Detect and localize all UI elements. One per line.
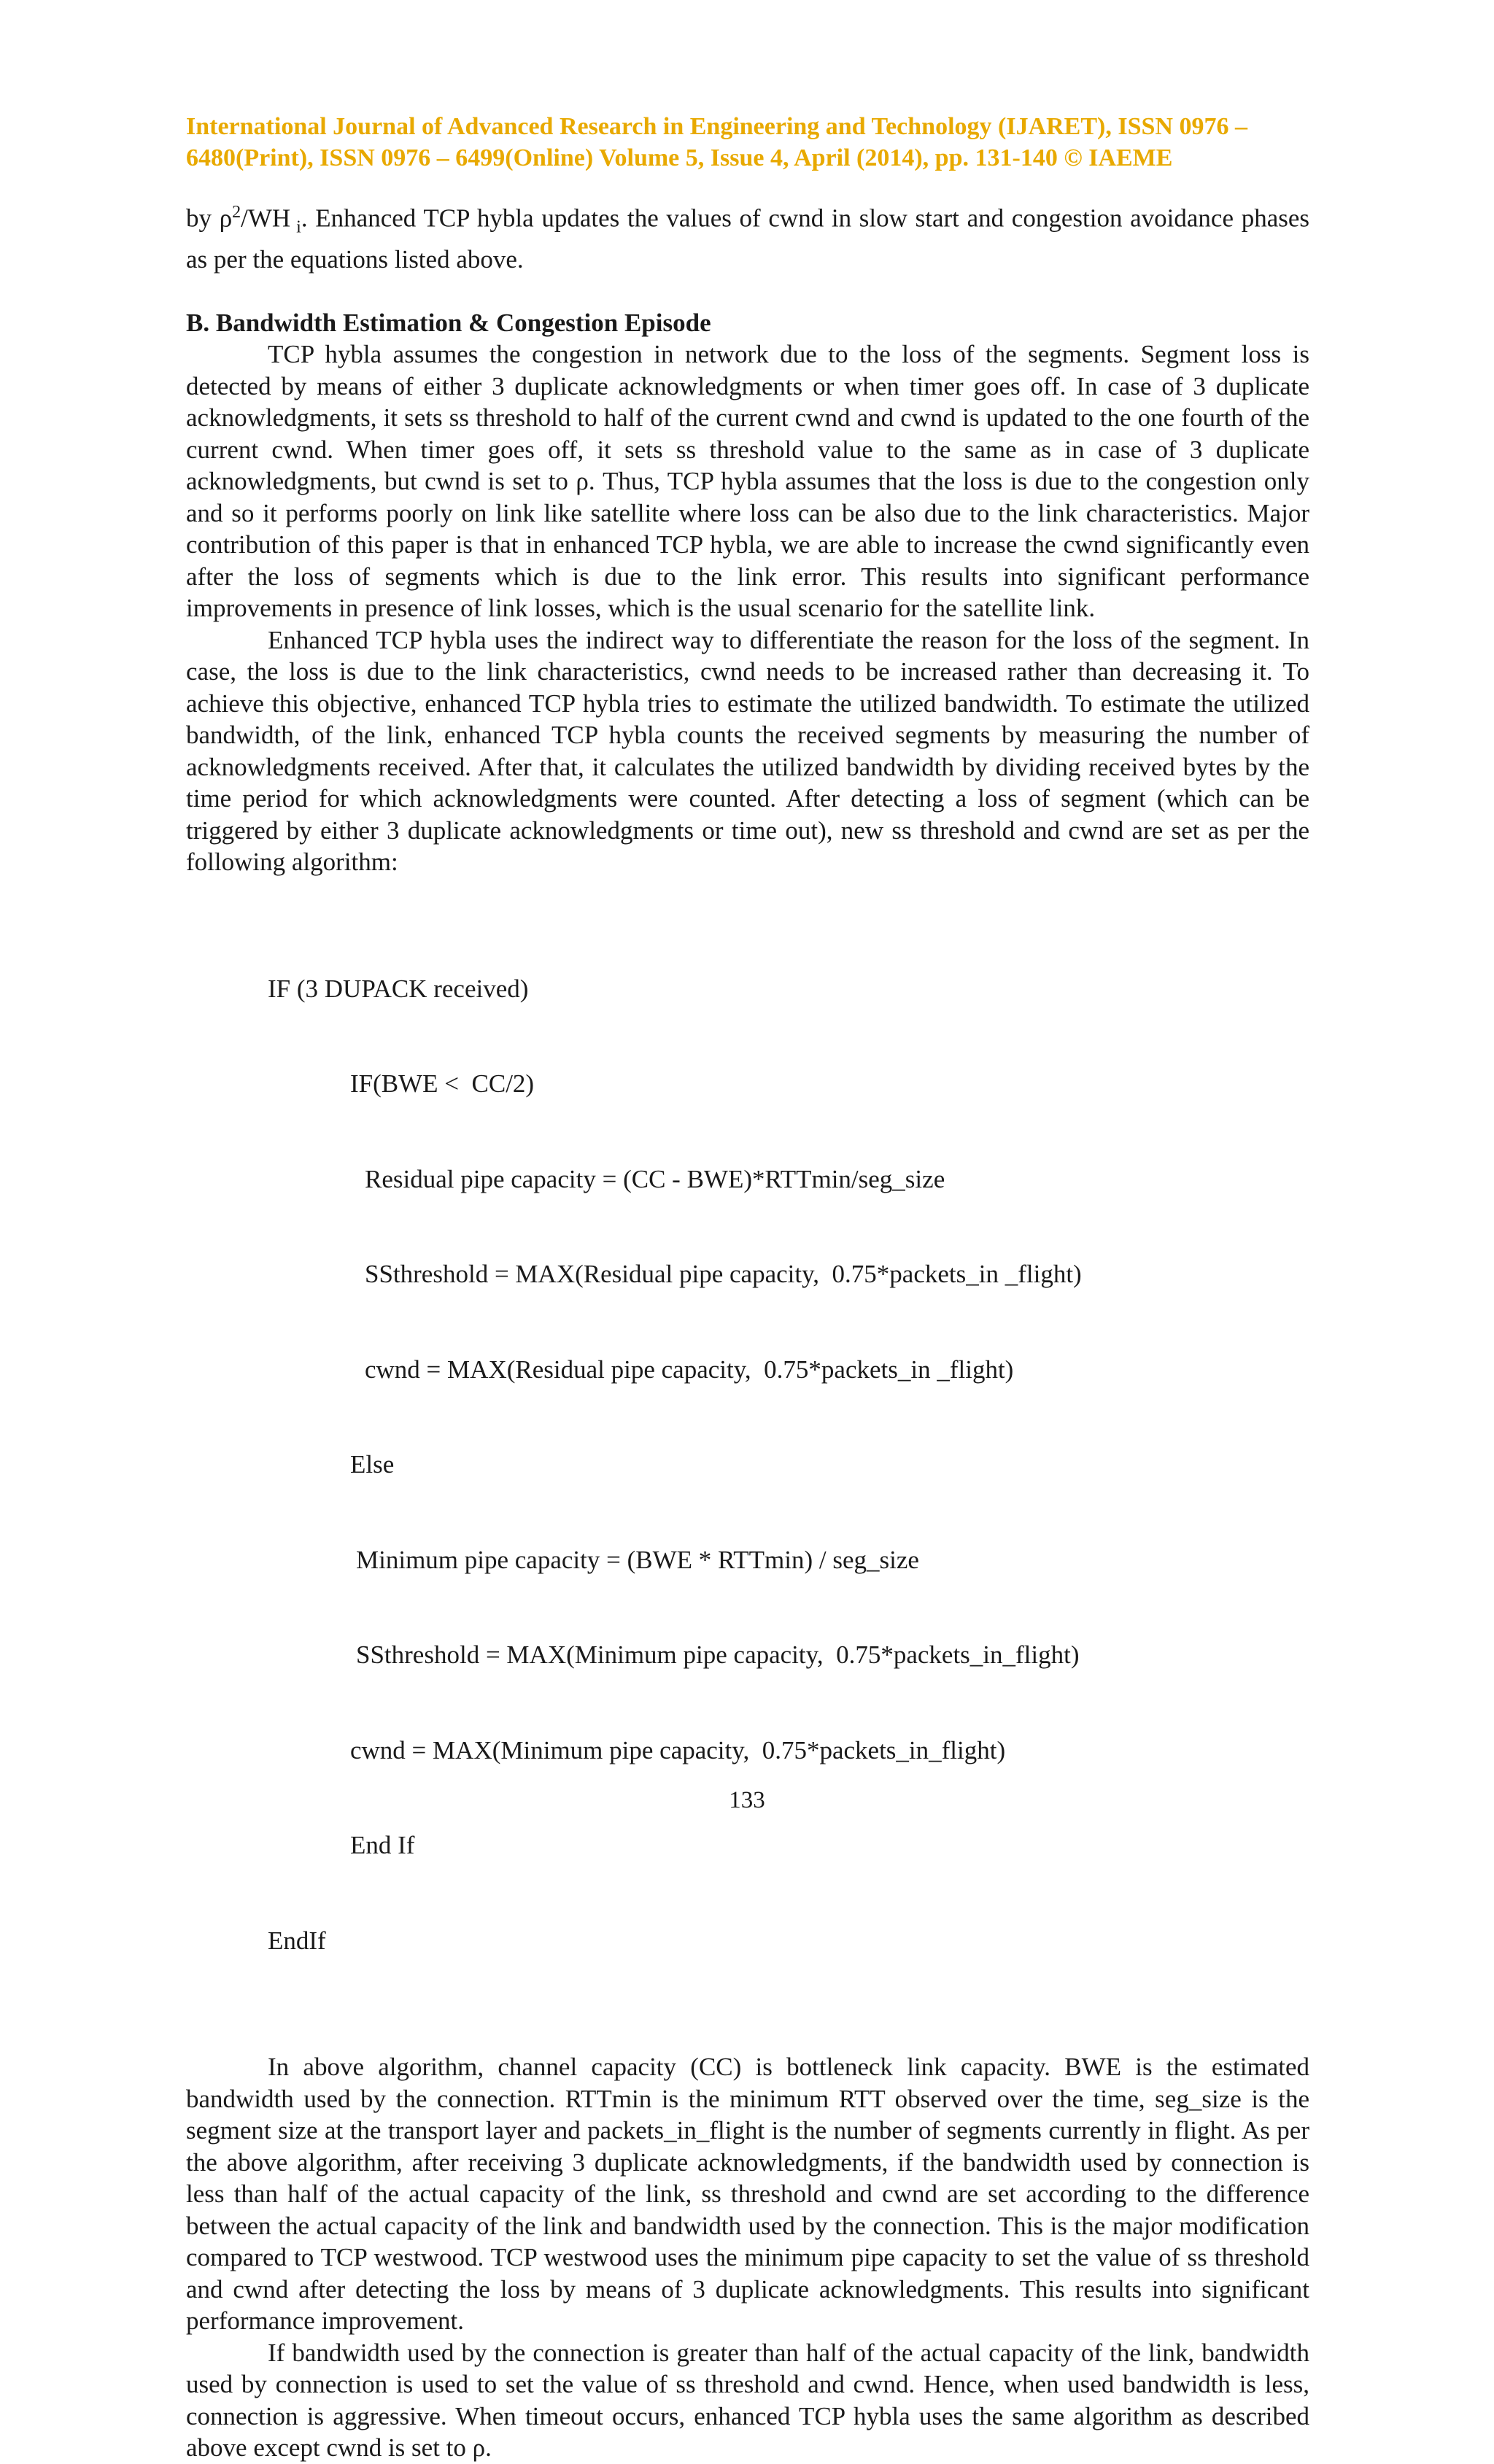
algorithm-line: cwnd = MAX(Residual pipe capacity, 0.75*packets_in _flight) (365, 1355, 1014, 1384)
algorithm-line: SSthreshold = MAX(Residual pipe capacity, 0.75*packets_in _flight) (365, 1260, 1082, 1289)
algorithm-line: Minimum pipe capacity = (BWE * RTTmin) / seg_size (356, 1545, 919, 1574)
intro-paragraph (186, 197, 1309, 276)
journal-header (186, 111, 1309, 174)
intro-text-start: by ρ (186, 204, 233, 233)
intro-text-mid: /WH (241, 204, 291, 233)
algorithm-line: IF (3 DUPACK received) (268, 974, 529, 1003)
algorithm-line: End If (350, 1831, 415, 1860)
explanation-paragraph-2: If bandwidth used by the connection is greater than half of the actual capacity of the link, bandwidth used by connection is used to set the value of ss threshold and cwnd. Hence, when used bandwidth is less, connection is aggressive. When timeout occurs, enhanced TCP hybla uses the same algorithm as described above except cwnd is set to ρ. (186, 2338, 1309, 2463)
intro-text-end: . Enhanced TCP hybla updates the values of cwnd in slow start and congestion avoidance phases as per the equations listed above. (186, 204, 1310, 274)
document-body (186, 197, 1309, 2464)
algorithm-line: cwnd = MAX(Minimum pipe capacity, 0.75*packets_in_flight) (350, 1735, 1006, 1764)
algorithm-line: IF(BWE < CC/2) (350, 1069, 535, 1099)
journal-header-line-2: 6480(Print), ISSN 0976 – 6499(Online) Volume 5, Issue 4, April (2014), pp. 131-140 © IAEME (186, 144, 1173, 171)
intro-superscript: 2 (232, 203, 241, 222)
section-paragraph-1: TCP hybla assumes the congestion in network due to the loss of the segments. Segment loss is detected by means of either 3 duplicate acknowledgments or when timer goes off. In case of 3 duplicate acknowledgments, it sets ss threshold to half of the current cwnd and cwnd is updated to the one fourth of the current cwnd. When timer goes off, it sets ss threshold value to the same as in case of 3 duplicate acknowledgments, but cwnd is set to ρ. Thus, TCP hybla assumes that the loss is due to the congestion only and so it performs poorly on link like satellite where loss can be also due to the link characteristics. Major contribution of this paper is that in enhanced TCP hybla, we are able to increase the cwnd significantly even after the loss of segments which is due to the link error. This results into significant performance improvements in presence of link losses, which is the usual scenario for the satellite link. (186, 340, 1309, 623)
explanation-paragraph-1: In above algorithm, channel capacity (CC) is bottleneck link capacity. BWE is the estimated bandwidth used by the connection. RTTmin is the minimum RTT observed over the time, seg_size is the segment size at the transport layer and packets_in_flight is the number of segments currently in flight. As per the above algorithm, after receiving 3 duplicate acknowledgments, if the bandwidth used by connection is less than half of the actual capacity of the link, ss threshold and cwnd are set according to the difference between the actual capacity of the link and bandwidth used by the connection. This is the major modification compared to TCP westwood. TCP westwood uses the minimum pipe capacity to set the value of ss threshold and cwnd after detecting the loss by means of 3 duplicate acknowledgments. This results into significant performance improvement. (186, 2053, 1309, 2336)
algorithm-block (186, 910, 1309, 2021)
algorithm-line: Else (350, 1450, 395, 1479)
algorithm-line: SSthreshold = MAX(Minimum pipe capacity, 0.75*packets_in_flight) (356, 1640, 1080, 1670)
algorithm-line: Residual pipe capacity = (CC - BWE)*RTTmin/seg_size (365, 1164, 945, 1193)
section-paragraph-2: Enhanced TCP hybla uses the indirect way to differentiate the reason for the loss of the segment. In case, the loss is due to the link characteristics, cwnd needs to be increased rather than decreasing it. To achieve this objective, enhanced TCP hybla tries to estimate the utilized bandwidth. To estimate the utilized bandwidth, of the link, enhanced TCP hybla counts the received segments by measuring the number of acknowledgments received. After that, it calculates the utilized bandwidth by dividing received bytes by the time period for which acknowledgments were counted. After detecting a loss of segment (which can be triggered by either 3 duplicate acknowledgments or time out), new ss threshold and cwnd are set as per the following algorithm: (186, 625, 1309, 877)
algorithm-line: EndIf (268, 1926, 326, 1955)
journal-header-line-1: International Journal of Advanced Research in Engineering and Technology (IJARET), ISSN 0976 – (186, 113, 1247, 140)
page-number: 133 (729, 1787, 765, 1813)
section-heading: B. Bandwidth Estimation & Congestion Episode (186, 308, 711, 337)
intro-subscript: i (290, 217, 301, 237)
